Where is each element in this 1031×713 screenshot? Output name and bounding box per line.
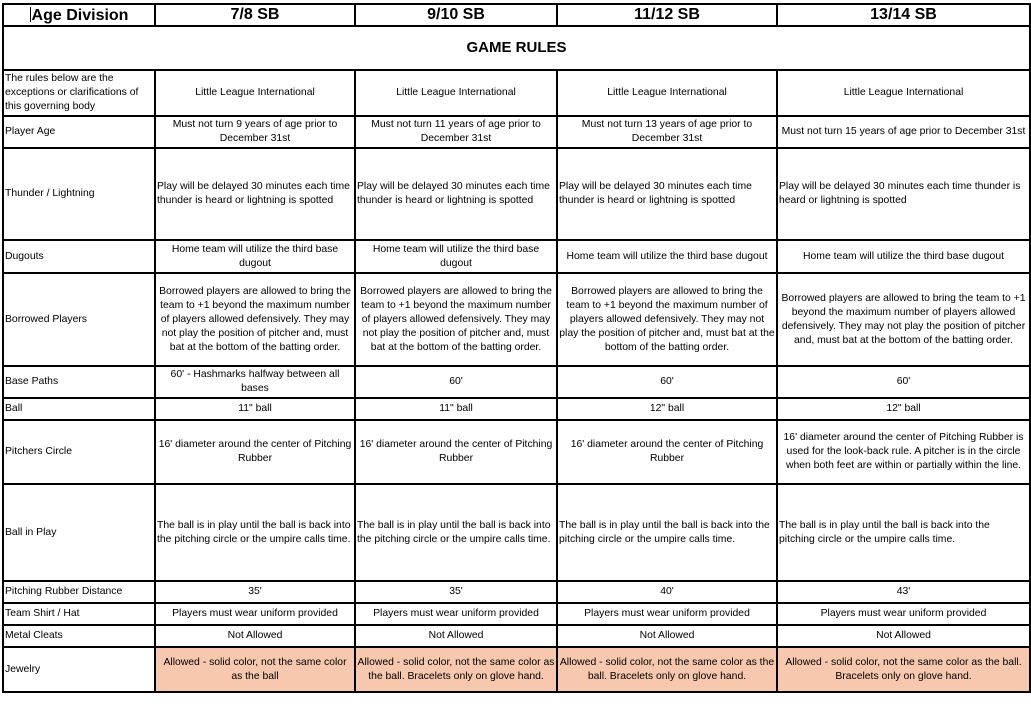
cell[interactable]: 60' [557,366,777,398]
cell[interactable]: 16' diameter around the center of Pitching Rubber is used for the look-back rule. A pitcher is in the circle when both feet are within or partially within the line. [777,420,1030,484]
cell[interactable]: Play will be delayed 30 minutes each time thunder is heard or lightning is spotted [355,148,557,240]
table-row [3,625,1030,647]
division-header-9-10[interactable]: 9/10 SB [355,4,557,26]
row-label[interactable]: Base Paths [3,366,155,398]
division-header-11-12[interactable]: 11/12 SB [557,4,777,26]
cell[interactable]: 11" ball [155,398,355,420]
text-cursor [30,7,31,22]
cell[interactable]: Little League International [355,70,557,116]
cell[interactable]: Allowed - solid color, not the same color as the ball. Bracelets only on glove hand. [355,647,557,692]
cell[interactable]: The ball is in play until the ball is back into the pitching circle or the umpire calls time. [355,484,557,581]
row-label[interactable]: Thunder / Lightning [3,148,155,240]
cell[interactable]: 40' [557,581,777,603]
cell[interactable]: The ball is in play until the ball is back into the pitching circle or the umpire calls time. [557,484,777,581]
cell[interactable]: 11" ball [355,398,557,420]
cell[interactable]: Play will be delayed 30 minutes each time thunder is heard or lightning is spotted [557,148,777,240]
age-division-text: Age Division [31,7,129,24]
row-label[interactable]: Borrowed Players [3,273,155,366]
cell[interactable]: Players must wear uniform provided [355,603,557,625]
game-rules-table [2,3,1031,693]
division-header-7-8[interactable]: 7/8 SB [155,4,355,26]
table-row [3,273,1030,366]
cell[interactable]: Must not turn 11 years of age prior to December 31st [355,116,557,148]
cell[interactable]: Allowed - solid color, not the same color as the ball. Bracelets only on glove hand. [557,647,777,692]
cell[interactable]: 60' [355,366,557,398]
table-row [3,366,1030,398]
cell[interactable]: Borrowed players are allowed to bring the team to +1 beyond the maximum number of players allowed defensively. They may not play the position of pitcher and, must bat at the bottom of the batting order. [557,273,777,366]
header-row [3,4,1030,26]
cell[interactable]: 60' [777,366,1030,398]
cell[interactable]: Home team will utilize the third base dugout [777,240,1030,273]
table-row [3,484,1030,581]
cell[interactable]: Allowed - solid color, not the same color as the ball [155,647,355,692]
table-row [3,240,1030,273]
cell[interactable]: Must not turn 13 years of age prior to December 31st [557,116,777,148]
cell[interactable]: 12" ball [777,398,1030,420]
cell[interactable]: 35' [355,581,557,603]
cell[interactable]: 35' [155,581,355,603]
row-label[interactable]: Pitchers Circle [3,420,155,484]
cell[interactable]: 60' - Hashmarks halfway between all bases [155,366,355,398]
cell[interactable]: The ball is in play until the ball is back into the pitching circle or the umpire calls time. [777,484,1030,581]
cell[interactable]: Not Allowed [355,625,557,647]
row-label[interactable]: Ball [3,398,155,420]
cell[interactable]: Play will be delayed 30 minutes each time thunder is heard or lightning is spotted [155,148,355,240]
cell[interactable]: Little League International [777,70,1030,116]
row-label[interactable]: Player Age [3,116,155,148]
table-title[interactable]: GAME RULES [3,26,1030,70]
cell[interactable]: Little League International [557,70,777,116]
cell[interactable]: 43' [777,581,1030,603]
row-label[interactable]: Dugouts [3,240,155,273]
cell[interactable]: Home team will utilize the third base dugout [155,240,355,273]
table-row [3,581,1030,603]
cell[interactable]: Borrowed players are allowed to bring the team to +1 beyond the maximum number of players allowed defensively. They may not play the position of pitcher and, must bat at the bottom of the batting order. [155,273,355,366]
cell[interactable]: Players must wear uniform provided [777,603,1030,625]
title-row [3,26,1030,70]
cell[interactable]: Must not turn 9 years of age prior to December 31st [155,116,355,148]
row-label[interactable]: Ball in Play [3,484,155,581]
table-row [3,647,1030,692]
table-row [3,116,1030,148]
cell[interactable]: Home team will utilize the third base dugout [557,240,777,273]
cell[interactable]: Not Allowed [557,625,777,647]
cell[interactable]: Little League International [155,70,355,116]
cell[interactable]: Allowed - solid color, not the same color as the ball. Bracelets only on glove hand. [777,647,1030,692]
division-header-13-14[interactable]: 13/14 SB [777,4,1030,26]
cell[interactable]: 12" ball [557,398,777,420]
cell[interactable]: The ball is in play until the ball is back into the pitching circle or the umpire calls time. [155,484,355,581]
table-row [3,70,1030,116]
table-row [3,603,1030,625]
cell[interactable]: Players must wear uniform provided [557,603,777,625]
table-row [3,398,1030,420]
row-label[interactable]: Jewelry [3,647,155,692]
table-row [3,420,1030,484]
cell[interactable]: Borrowed players are allowed to bring the team to +1 beyond the maximum number of players allowed defensively. They may not play the position of pitcher and, must bat at the bottom of the batting order. [777,273,1030,366]
cell[interactable]: Home team will utilize the third base dugout [355,240,557,273]
cell[interactable]: Must not turn 15 years of age prior to December 31st [777,116,1030,148]
cell[interactable]: Borrowed players are allowed to bring the team to +1 beyond the maximum number of players allowed defensively. They may not play the position of pitcher and, must bat at the bottom of the batting order. [355,273,557,366]
row-label[interactable]: The rules below are the exceptions or clarifications of this governing body [3,70,155,116]
row-label[interactable]: Pitching Rubber Distance [3,581,155,603]
row-label[interactable]: Team Shirt / Hat [3,603,155,625]
cell[interactable]: Players must wear uniform provided [155,603,355,625]
cell[interactable]: Not Allowed [777,625,1030,647]
cell[interactable]: 16' diameter around the center of Pitching Rubber [557,420,777,484]
row-label[interactable]: Metal Cleats [3,625,155,647]
cell[interactable]: Play will be delayed 30 minutes each time thunder is heard or lightning is spotted [777,148,1030,240]
table-row [3,148,1030,240]
cell[interactable]: 16' diameter around the center of Pitching Rubber [155,420,355,484]
cell[interactable]: Not Allowed [155,625,355,647]
cell[interactable]: 16' diameter around the center of Pitching Rubber [355,420,557,484]
age-division-label[interactable] [3,4,155,26]
